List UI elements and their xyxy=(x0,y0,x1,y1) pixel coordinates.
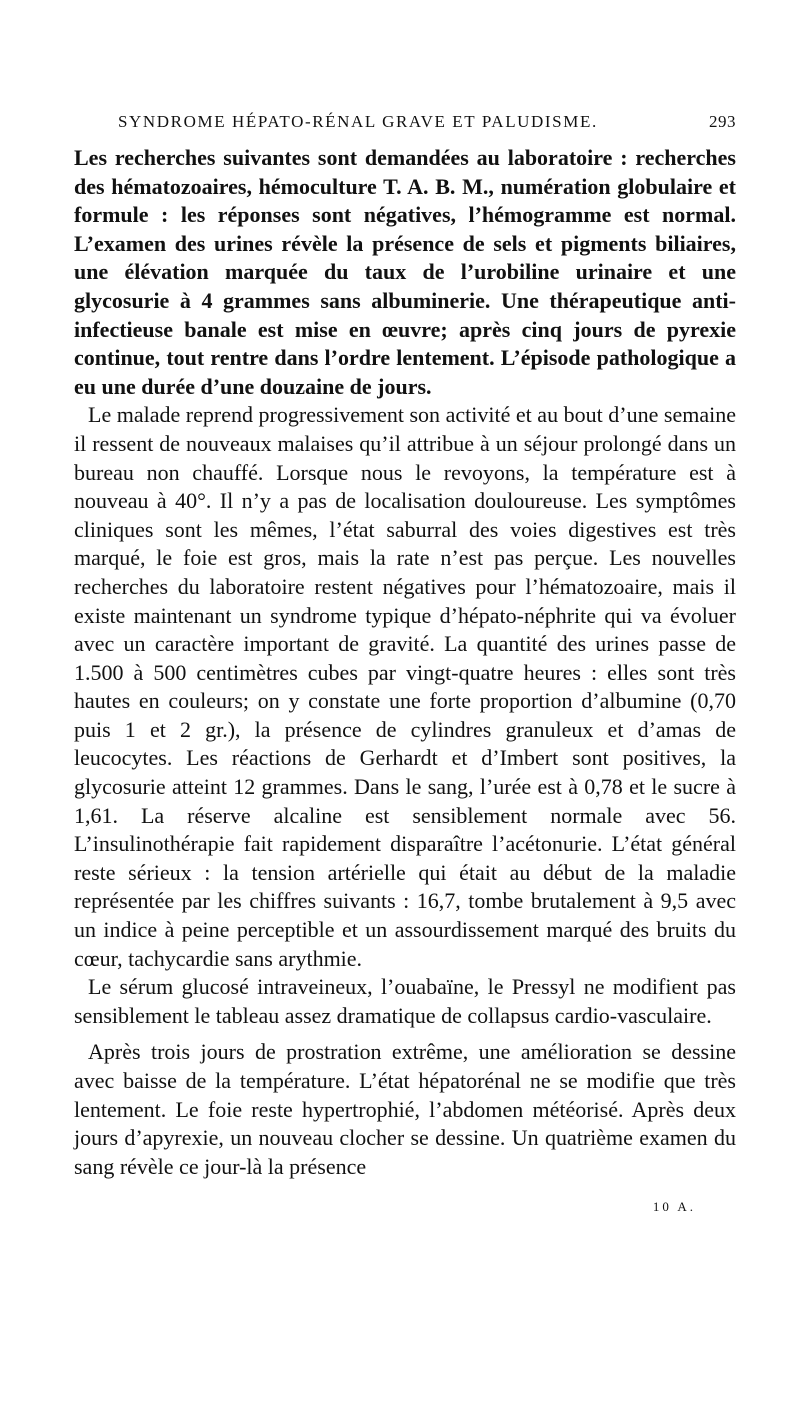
running-header xyxy=(74,112,736,144)
paragraph-relapse: Le malade reprend progressivement son activité et au bout d’une semaine il ressent de nouveaux malaises qu’il attribue à un séjour prolongé dans un bureau non chauffé. Lorsque nous le revoyons, la température est à nouveau à 40°. Il n’y a pas de localisation douloureuse. Les symptômes cliniques sont les mêmes, l’état saburral des voies digestives est très marqué, le foie est gros, mais la rate n’est pas perçue. Les nouvelles recherches du laboratoire restent négatives pour l’hématozoaire, mais il existe maintenant un syndrome typique d’hépato-néphrite qui va évoluer avec un caractère important de gravité. La quantité des urines passe de 1.500 à 500 centimètres cubes par vingt-quatre heures : elles sont très hautes en couleurs; on y constate une forte proportion d’albumine (0,70 puis 1 et 2 gr.), la présence de cylindres granuleux et d’amas de leucocytes. Les réactions de Gerhardt et d’Imbert sont positives, la glycosurie atteint 12 grammes. Dans le sang, l’urée est à 0,78 et le sucre à 1,61. La réserve alcaline est sensiblement normale avec 56. L’insulinothérapie fait rapidement disparaître l’acétonurie. L’état général reste sérieux : la tension artérielle qui était au début de la maladie représentée par les chiffres suivants : 16,7, tombe brutalement à 9,5 avec un indice à peine perceptible et un assourdissement marqué des bruits du cœur, tachycardie sans arythmie. xyxy=(74,402,736,971)
page-number: 293 xyxy=(709,112,736,131)
paragraph-lab-results: Les recherches suivantes sont demandées au laboratoire : recherches des hématozoaires, hémoculture T. A. B. M., numération globulaire et formule : les réponses sont négatives, l’hémogramme est normal. L’examen des urines révèle la présence de sels et pigments biliaires, une élévation marquée du taux de l’urobiline urinaire et une glycosurie à 4 grammes sans albuminerie. Une thérapeutique anti-infectieuse banale est mise en œuvre; après cinq jours de pyrexie continue, tout rentre dans l’ordre lentement. L’épisode pathologique a eu une durée d’une douzaine de jours. xyxy=(74,145,736,399)
document-page xyxy=(74,112,736,1215)
signature-mark: 10 A. xyxy=(652,1199,696,1215)
paragraph-improvement: Après trois jours de prostration extrême, une amélioration se dessine avec baisse de la température. L’état hépatorénal ne se modifie que très lentement. Le foie reste hypertrophié, l’abdomen météorisé. Après deux jours d’apyrexie, un nouveau clocher se dessine. Un quatrième examen du sang révèle ce jour-là la présence xyxy=(74,1039,736,1179)
running-title: SYNDROME HÉPATO-RÉNAL GRAVE ET PALUDISME. xyxy=(118,112,598,131)
paragraph-treatment: Le sérum glucosé intraveineux, l’ouabaïne, le Pressyl ne modifient pas sensiblement le tableau assez dramatique de collapsus cardio-vasculaire. xyxy=(74,974,736,1028)
